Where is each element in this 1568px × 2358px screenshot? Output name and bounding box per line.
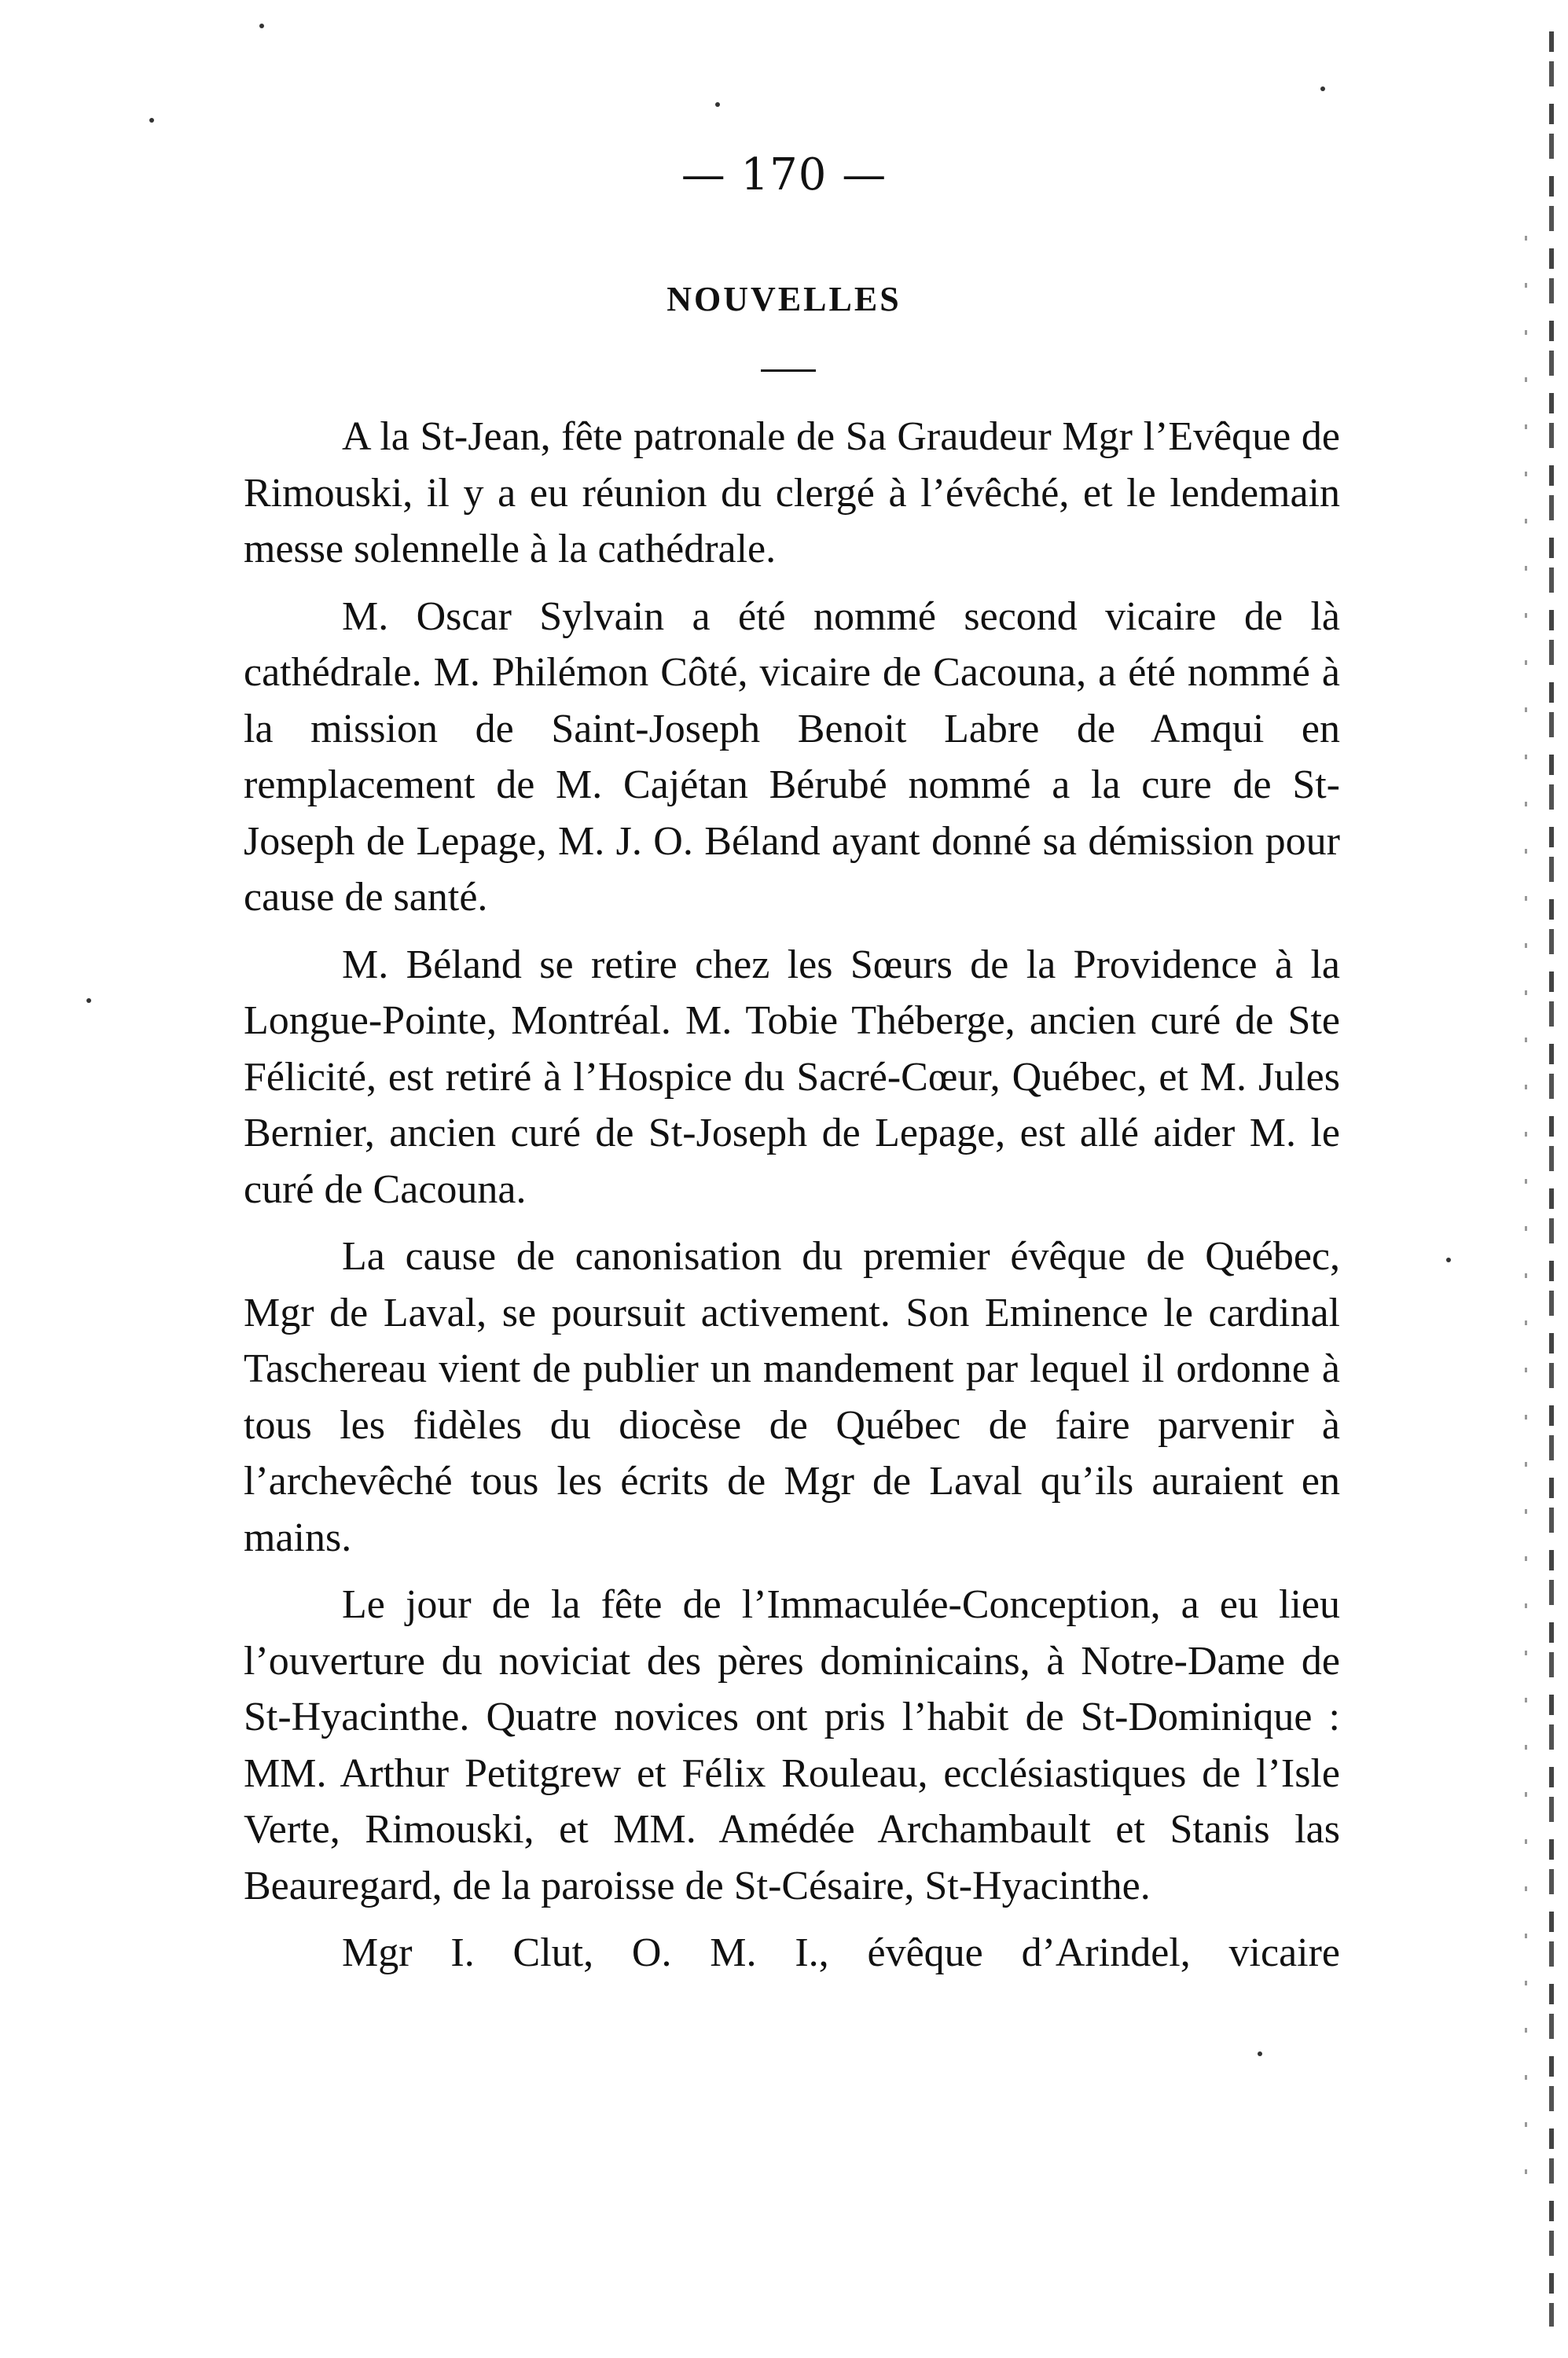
ink-speck [149, 118, 154, 123]
ink-speck [715, 102, 720, 107]
paragraph: M. Oscar Sylvain a été nommé second vicaire de là cathédrale. M. Philémon Côté, vicaire de Cacouna, a été nommé à la mission de Saint-Joseph Benoit Labre de Amqui en remplacement de M. Cajétan Bérubé nommé a la cure de St-Joseph de Lepage, M. J. O. Béland ayant donné sa démission pour cause de santé. [244, 593, 1340, 920]
ink-speck [86, 998, 91, 1003]
article-body [244, 409, 1340, 1993]
paragraph: La cause de canonisation du premier évêque de Québec, Mgr de Laval, se poursuit activement. Son Eminence le cardinal Taschereau vient de publier un mandement par lequel il ordonne à tous les fidèles du diocèse de Québec de faire parvenir à l’archevêché tous les écrits de Mgr de Laval qu’ils auraient en mains. [244, 1234, 1340, 1560]
heading-rule [761, 369, 816, 372]
ink-speck [1258, 2051, 1262, 2056]
ink-speck [1320, 86, 1325, 91]
ink-speck [1446, 1258, 1451, 1262]
page-number: — 170 — [681, 149, 887, 200]
paragraph: Le jour de la fête de l’Immaculée-Conception, a eu lieu l’ouverture du noviciat des pères dominicains, à Notre-Dame de St-Hyacinthe. Quatre novices ont pris l’habit de St-Dominique : MM. Arthur Petitgrew et Félix Rouleau, ecclésiastiques de l’Isle Verte, Rimouski, et MM. Amédée Archambault et Stanis las Beauregard, de la paroisse de St-Césaire, St-Hyacinthe. [244, 1582, 1340, 1908]
page-binding-edge [1549, 31, 1554, 2327]
page-binding-shadow [1525, 236, 1527, 2201]
paragraph: A la St-Jean, fête patronale de Sa Graudeur Mgr l’Evêque de Rimouski, il y a eu réunion du clergé à l’évêché, et le lendemain messe solennelle à la cathédrale. [244, 414, 1340, 571]
paragraph: Mgr I. Clut, O. M. I., évêque d’Arindel, vicaire [342, 1930, 1340, 1975]
ink-speck [259, 24, 264, 28]
paragraph: M. Béland se retire chez les Sœurs de la Providence à la Longue-Pointe, Montréal. M. Tobie Théberge, ancien curé de Ste Félicité, est retiré à l’Hospice du Sacré-Cœur, Québec, et M. Jules Bernier, ancien curé de St-Joseph de Lepage, est allé aider M. le curé de Cacouna. [244, 942, 1340, 1212]
section-heading: NOUVELLES [666, 280, 902, 318]
